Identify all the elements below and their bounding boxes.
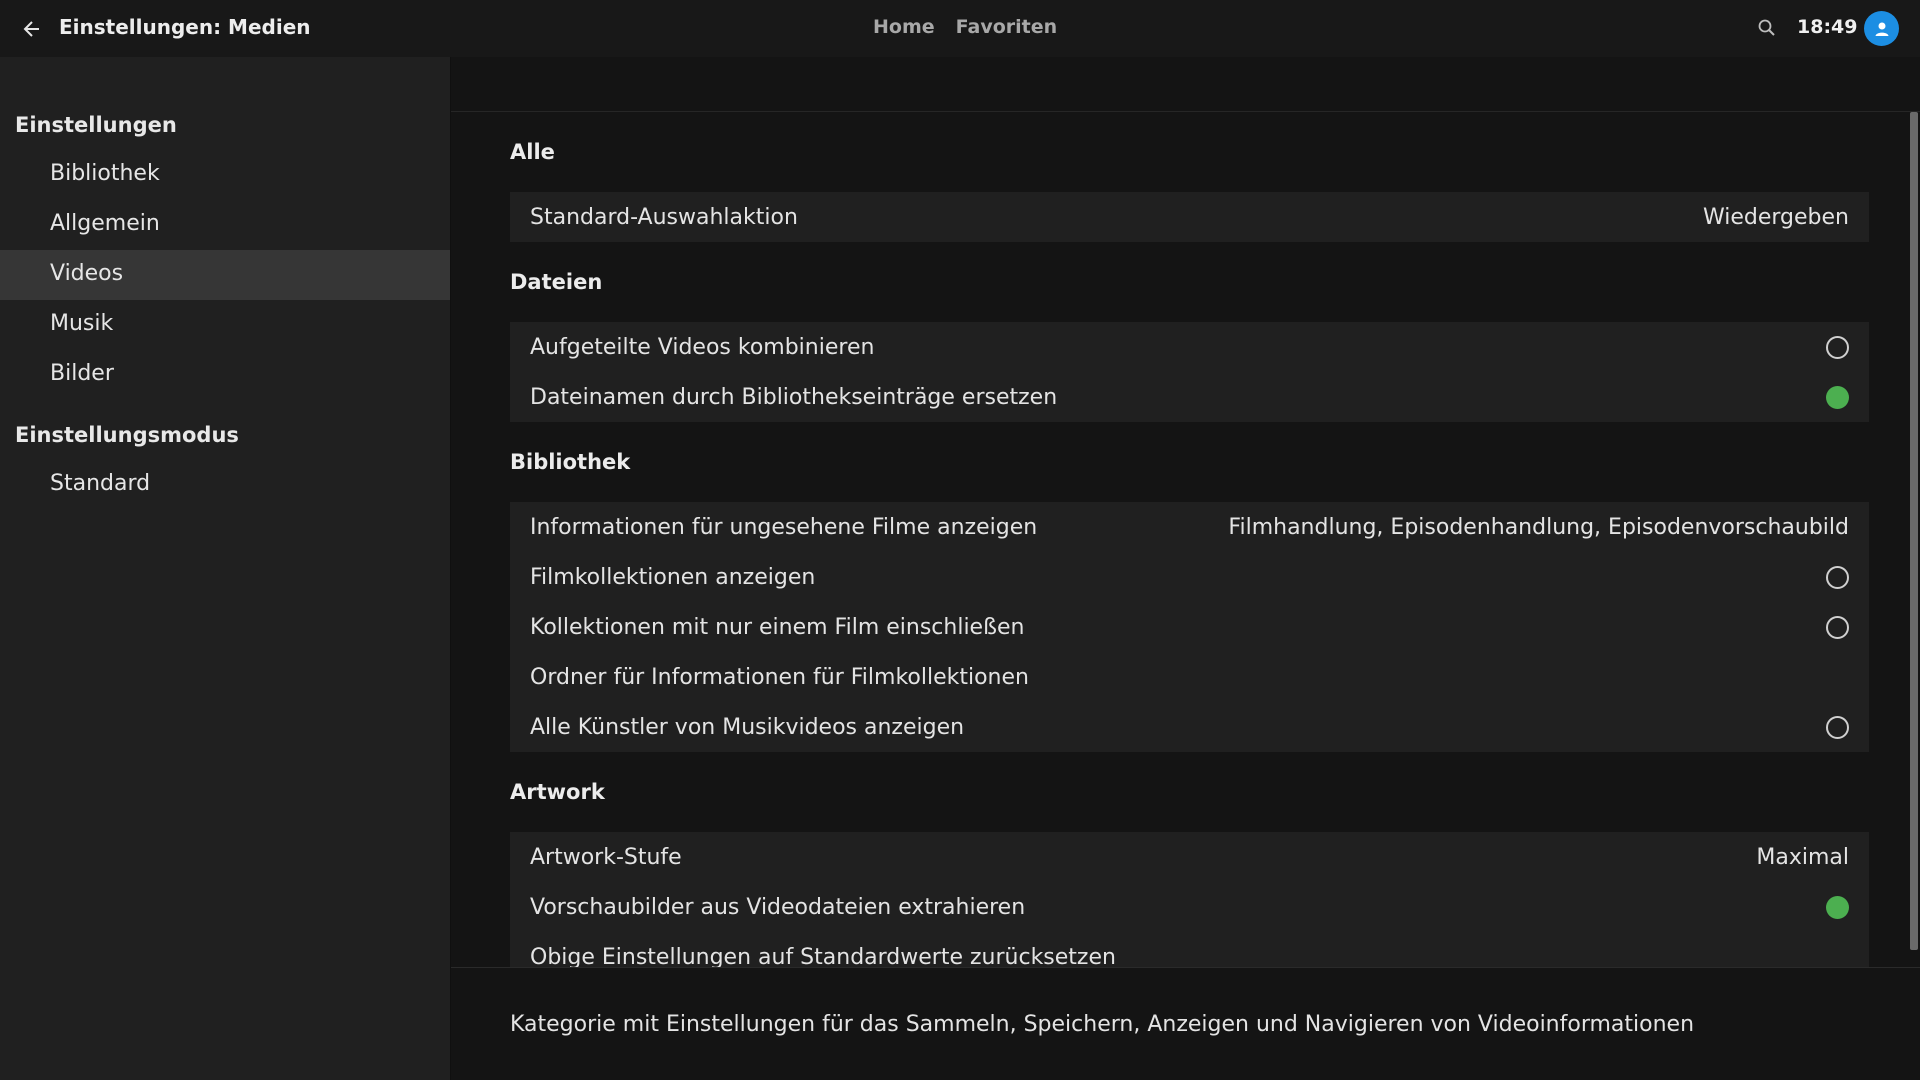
setting-label: Alle Künstler von Musikvideos anzeigen xyxy=(530,715,965,740)
section-title-all: Alle xyxy=(510,140,555,164)
section-title-library: Bibliothek xyxy=(510,450,631,474)
arrow-left-icon xyxy=(22,19,42,39)
sidebar-item-label: Bilder xyxy=(50,361,114,386)
sidebar-item-music[interactable] xyxy=(0,300,450,350)
toggle-off[interactable] xyxy=(1826,336,1849,359)
sidebar-heading-settings: Einstellungen xyxy=(15,113,177,137)
scrollbar[interactable] xyxy=(1910,112,1918,950)
setting-show-all-music-video-artists[interactable] xyxy=(510,702,1869,752)
setting-label: Obige Einstellungen auf Standardwerte zurücksetzen xyxy=(530,945,1116,967)
setting-extract-thumbnails[interactable] xyxy=(510,882,1869,932)
sidebar-item-general[interactable] xyxy=(0,200,450,250)
back-button[interactable] xyxy=(14,14,50,44)
description-footer xyxy=(451,967,1920,1080)
setting-combine-split-videos[interactable] xyxy=(510,322,1869,372)
setting-label: Informationen für ungesehene Filme anzeigen xyxy=(530,515,1038,540)
setting-value: Filmhandlung, Episodenhandlung, Episodenvorschaubild xyxy=(1228,515,1849,540)
toggle-on[interactable] xyxy=(1826,386,1849,409)
sidebar-item-label: Standard xyxy=(50,471,151,496)
settings-group-all xyxy=(510,192,1869,242)
toggle-off[interactable] xyxy=(1826,716,1849,739)
settings-group-files xyxy=(510,322,1869,422)
section-title-files: Dateien xyxy=(510,270,603,294)
sidebar-item-label: Musik xyxy=(50,311,114,336)
sidebar-item-label: Videos xyxy=(50,261,124,286)
sidebar-item-standard[interactable] xyxy=(0,460,450,510)
page-title: Einstellungen: Medien xyxy=(59,15,311,39)
setting-label: Vorschaubilder aus Videodateien extrahieren xyxy=(530,895,1026,920)
setting-value: Wiedergeben xyxy=(1702,205,1849,230)
setting-show-movie-collections[interactable] xyxy=(510,552,1869,602)
setting-replace-filenames[interactable] xyxy=(510,372,1869,422)
clock: 18:49 xyxy=(1797,16,1858,38)
setting-reset-defaults[interactable] xyxy=(510,932,1869,967)
setting-single-movie-collections[interactable] xyxy=(510,602,1869,652)
toggle-on[interactable] xyxy=(1826,896,1849,919)
setting-label: Artwork-Stufe xyxy=(530,845,682,870)
top-nav xyxy=(873,16,1057,38)
setting-artwork-level[interactable] xyxy=(510,832,1869,882)
setting-default-select-action[interactable] xyxy=(510,192,1869,242)
toggle-off[interactable] xyxy=(1826,616,1849,639)
toggle-off[interactable] xyxy=(1826,566,1849,589)
sidebar-heading-settings-mode: Einstellungsmodus xyxy=(15,423,239,447)
setting-label: Filmkollektionen anzeigen xyxy=(530,565,816,590)
sidebar-item-pictures[interactable] xyxy=(0,350,450,400)
settings-list[interactable] xyxy=(451,112,1920,967)
setting-label: Dateinamen durch Bibliothekseinträge ersetzen xyxy=(530,385,1058,410)
search-icon xyxy=(1755,16,1779,40)
user-icon xyxy=(1873,20,1891,38)
section-title-artwork: Artwork xyxy=(510,780,605,804)
setting-collection-info-folder[interactable] xyxy=(510,652,1869,702)
setting-label: Ordner für Informationen für Filmkollektionen xyxy=(530,665,1029,690)
category-description: Kategorie mit Einstellungen für das Sammeln, Speichern, Anzeigen und Navigieren von Videoinformationen xyxy=(510,1012,1695,1037)
settings-group-artwork xyxy=(510,832,1869,967)
nav-home[interactable]: Home xyxy=(873,16,935,38)
nav-favorites[interactable]: Favoriten xyxy=(955,16,1058,38)
content-header xyxy=(451,57,1920,112)
setting-value: Maximal xyxy=(1756,845,1849,870)
sidebar-item-videos[interactable] xyxy=(0,250,450,300)
sidebar-item-library[interactable] xyxy=(0,150,450,200)
sidebar-item-label: Bibliothek xyxy=(50,161,160,186)
setting-label: Aufgeteilte Videos kombinieren xyxy=(530,335,875,360)
setting-label: Standard-Auswahlaktion xyxy=(530,205,798,230)
settings-group-library xyxy=(510,502,1869,752)
setting-unwatched-info[interactable] xyxy=(510,502,1869,552)
sidebar xyxy=(0,57,450,1080)
sidebar-item-label: Allgemein xyxy=(50,211,160,236)
setting-label: Kollektionen mit nur einem Film einschließen xyxy=(530,615,1025,640)
top-bar xyxy=(0,0,1920,57)
search-button[interactable] xyxy=(1755,16,1781,42)
user-avatar[interactable] xyxy=(1864,11,1899,46)
